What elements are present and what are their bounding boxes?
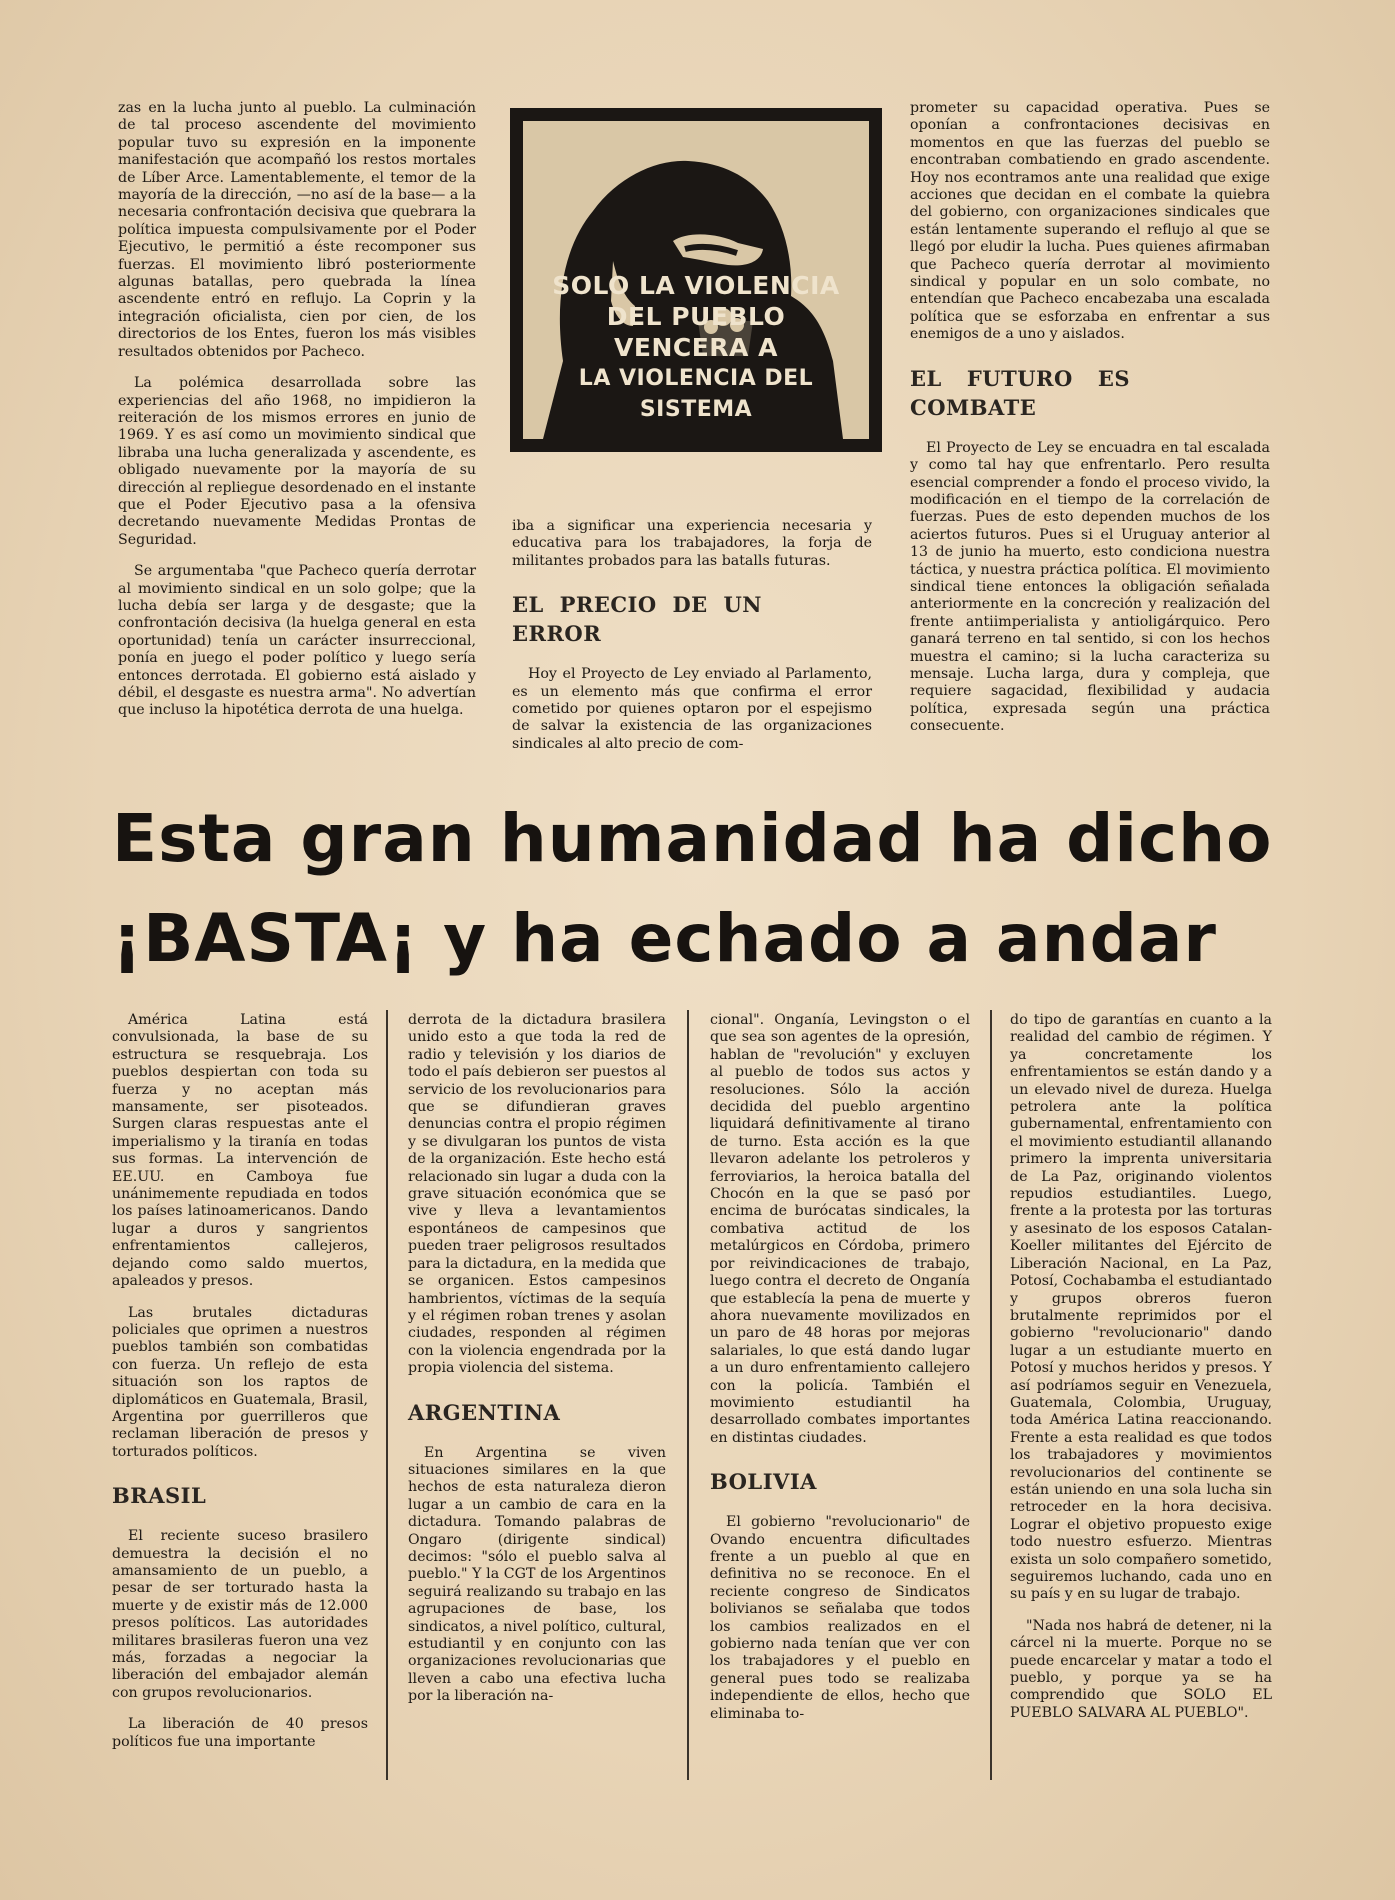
section-heading-brasil: BRASIL [112,1483,207,1509]
poster-line: LA VIOLENCIA DEL SISTEMA [578,366,814,422]
top-column-3 [910,100,1270,750]
paragraph: América Latina está convulsionada, la base de su estructura se resquebraja. Los pueblos despiertan con toda su fuerza y no aceptan más mansamente, ser pisoteados. Surgen claras respuestas ante el imperialismo y la tiranía en todas sus formas. La intervención de EE.UU. en Camboya fue unánimemente repudiada en todos los países latinoamericanos. Dando lugar a duros y sangrientos enfrentamientos callejeros, dejando como saldo muertos, apaleados y presos. [112,1012,368,1290]
paragraph: La polémica desarrollada sobre las experiencias del año 1968, no impidieron la reiteración de los mismos errores en junio de 1969. Y es así como un movimiento sindical que libraba una lucha generalizada y ascendente, es obligado nuevamente por la mayoría de su dirección al repliegue desordenado en el instante que el Poder Ejecutivo pasa a la ofensiva decretando nuevamente Medidas Prontas de Seguridad. [118,375,476,548]
bottom-column-3 [710,1012,970,1737]
paragraph: El gobierno "revolucionario" de Ovando encuentra dificultades frente a un pueblo al que en definitiva no se reconoce. En el reciente congreso de Sindicatos bolivianos se señalaba que todos los cambios realizados en el gobierno nada tenían que ver con los trabajadores y el pueblo en general pues todo se realizaba independiente de ellos, hecho que eliminaba to- [710,1514,970,1722]
column-rule [687,1010,689,1780]
poster-line: SOLO LA VIOLENCIA [552,271,840,300]
paragraph: En Argentina se viven situaciones similares en la que hechos de esta naturaleza dieron lugar a un cambio de cara en la dictadura. Tomando palabras de Ongaro (dirigente sindical) decimos: "sólo el pueblo salva al pueblo." Y la CGT de los Argentinos seguirá realizando su trabajo en las agrupaciones de base, los sindicatos, a nivel político, cultural, estudiantil y en conjunto con las organizaciones revolucionarias que lleven a cabo una efectiva lucha por la liberación na- [408,1444,666,1705]
paragraph: La liberación de 40 presos políticos fue una importante [112,1716,368,1750]
column-rule [386,1010,388,1780]
paragraph: El Proyecto de Ley se encuadra en tal escalada y como tal hay que enfrentarlo. Pero resulta esencial comprender a fondo el proceso vivido, la modificación en el tiempo de la correlación de fuerzas. Pues de esto dependen muchos de los aciertos futuros. Pues si el Uruguay anterior al 13 de junio ha muerto, esto condiciona nuestra táctica, y nuestra práctica política. El movimiento sindical tiene entonces la obligación señalada anteriormente en la concreción y realización del frente antiimperialista y antioligárquico. Pero ganará terreno en tal sentido, si con los hechos muestra el camino; si la lucha caracteriza su mensaje. Lucha larga, dura y compleja, que requiere sagacidad, flexibilidad y audacia política, expresada según una práctica consecuente. [910,439,1270,735]
bottom-column-1 [112,1012,368,1765]
paragraph: do tipo de garantías en cuanto a la realidad del cambio de régimen. Y ya concretamente los enfrentamientos se están dando y a un elevado nivel de dureza. Huelga petrolera ante la política gubernamental, enfrentamiento con el movimiento estudiantil allanando primero la imprenta universitaria de La Paz, originando violentos repudios estudiantiles. Luego, frente a la protesta por las torturas y asesinato de los esposos Catalan-Koeller militantes del Ejército de Liberación Nacional, en La Paz, Potosí, Cochabamba el estudiantado y grupos obreros fueron brutalmente reprimidos por el gobierno "revolucionario" dando lugar a un estudiante muerto en Potosí y muchos heridos y presos. Y así podríamos seguir en Venezuela, Guatemala, Colombia, Uruguay, toda América Latina reaccionando. Frente a esta realidad es que todos los trabajadores y movimientos revolucionarios del continente se están uniendo en una sola lucha sin retroceder en la hora decisiva. Lograr el objetivo propuesto exige todo nuestro esfuerzo. Mientras exista un solo compañero sometido, seguiremos luchando, cada uno en su país y en su lugar de trabajo. [1010,1012,1272,1603]
headline-line-2: ¡BASTA¡ y ha echado a andar [112,900,1217,977]
section-heading-bolivia: BOLIVIA [710,1469,817,1495]
section-heading: EL FUTURO ES COMBATE [910,365,1130,420]
top-column-1 [118,100,476,734]
headline-line-1: Esta gran humanidad ha dicho [112,800,1273,877]
paragraph: prometer su capacidad operativa. Pues se oponían a confrontaciones decisivas en momentos en que las fuerzas del pueblo se encontraban combatiendo en grado ascendente. Hoy nos econtramos ante una realidad que exige acciones que decidan en el combate la quiebra del gobierno, con organizaciones sindicales que están lentamente superando el reflujo al que se llegó por eludir la lucha. Pues quienes afirmaban que Pacheco quería derrotar al movimiento sindical y popular en un solo combate, no entendían que Pacheco encabezaba una escalada política que se esforzaba en enfrentar a sus enemigos de a uno y aislados. [910,100,1270,343]
poster-illustration [510,108,882,452]
bottom-column-4 [1010,1012,1272,1736]
paragraph: derrota de la dictadura brasilera unido esto a que toda la red de radio y televisión y los diarios de todo el país debieron ser puestos al servicio de los revolucionarios para que se difundieran graves denuncias contra el propio régimen y se divulgaran los puntos de vista de la organización. Este hecho está relacionado sin lugar a duda con la grave situación económica que se vive y lleva a levantamientos espontáneos de campesinos que pueden traer peligrosos resultados para la dictadura, en la medida que se organicen. Estos campesinos hambrientos, víctimas de la sequía y el régimen roban trenes y asolan ciudades, responden al régimen con la violencia engendrada por la propia violencia del sistema. [408,1012,666,1377]
paragraph: iba a significar una experiencia necesaria y educativa para los trabajadores, la forja de militantes probados para las batalls futuras. [512,518,872,569]
paragraph: Hoy el Proyecto de Ley enviado al Parlamento, es un elemento más que confirma el error cometido por quienes optaron por el espejismo de salvar la existencia de las organizaciones sindicales al alto precio de com- [512,666,872,752]
paragraph: El reciente suceso brasilero demuestra la decisión el no amansamiento de un pueblo, a pesar de ser torturado hasta la muerte y de existir más de 12.000 presos políticos. Las autoridades militares brasileras fueron una vez más, forzadas a negociar la liberación del embajador alemán con grupos revolucionarios. [112,1528,368,1701]
poster-line: VENCERA A [614,333,778,362]
paragraph: "Nada nos habrá de detener, ni la cárcel ni la muerte. Porque no se puede encarcelar y matar a todo el pueblo, y porque ya se ha comprendido que SOLO EL PUEBLO SALVARA AL PUEBLO". [1010,1617,1272,1721]
poster-line: DEL PUEBLO [606,302,786,331]
column-rule [990,1010,992,1780]
section-heading-argentina: ARGENTINA [408,1399,561,1425]
paragraph: zas en la lucha junto al pueblo. La culminación de tal proceso ascendente del movimiento popular tuvo su expresión en la imponente manifestación que acompañó los restos mortales de Líber Arce. Lamentablemente, el temor de la mayoría de la dirección, —no así de la base— a la necesaria confrontación decisiva que quebrara la política impuesta compulsivamente por el Poder Ejecutivo, le permitió a éste recomponer sus fuerzas. El movimiento libró posteriormente algunas batallas, pero quebrada la línea ascendente entró en reflujo. La Coprin y la integración oficialista, cien por cien, de los directorios de los Entes, fueron los más visibles resultados obtenidos por Pacheco. [118,100,476,360]
bottom-column-2 [408,1012,666,1720]
top-column-2 [512,518,872,767]
paragraph: Las brutales dictaduras policiales que oprimen a nuestros pueblos también son combatidas con fuerza. Un reflejo de esta situación son los raptos de diplomáticos en Guatemala, Brasil, Argentina por guerrilleros que reclaman liberación de presos y torturados políticos. [112,1304,368,1460]
section-heading: EL PRECIO DE UN ERROR [512,592,762,647]
poster-slogan [523,270,869,425]
paragraph: Se argumentaba "que Pacheco quería derrotar al movimiento sindical en un solo golpe; que la lucha debía ser larga y de desgaste; que la confrontación decisiva (la huelga general en esta oportunidad) tenía un carácter insurreccional, ponía en juego el poder político y luego sería entonces derrotada. El gobierno está aislado y débil, el desgaste es nuestra arma". No advertían que incluso la hipotética derrota de una huelga. [118,563,476,719]
paragraph: cional". Onganía, Levingston o el que sea son agentes de la opresión, hablan de "revolución" y excluyen al pueblo de todos sus actos y resoluciones. Sólo la acción decidida del pueblo argentino liquidará definitivamente al tirano de turno. Esta acción es la que llevaron adelante los petroleros y ferroviarios, la heroica batalla del Chocón en la que se pasó por encima de burócatas sindicales, la combativa actitud de los metalúrgicos en Córdoba, primero por reivindicaciones de trabajo, luego contra el decreto de Onganía que establecía la pena de muerte y ahora nuevamente movilizados en un paro de 48 horas por mejoras salariales, lo que está dando lugar a un duro enfrentamiento callejero con la policía. También el movimiento estudiantil ha desarrollado combates importantes en distintas ciudades. [710,1012,970,1446]
